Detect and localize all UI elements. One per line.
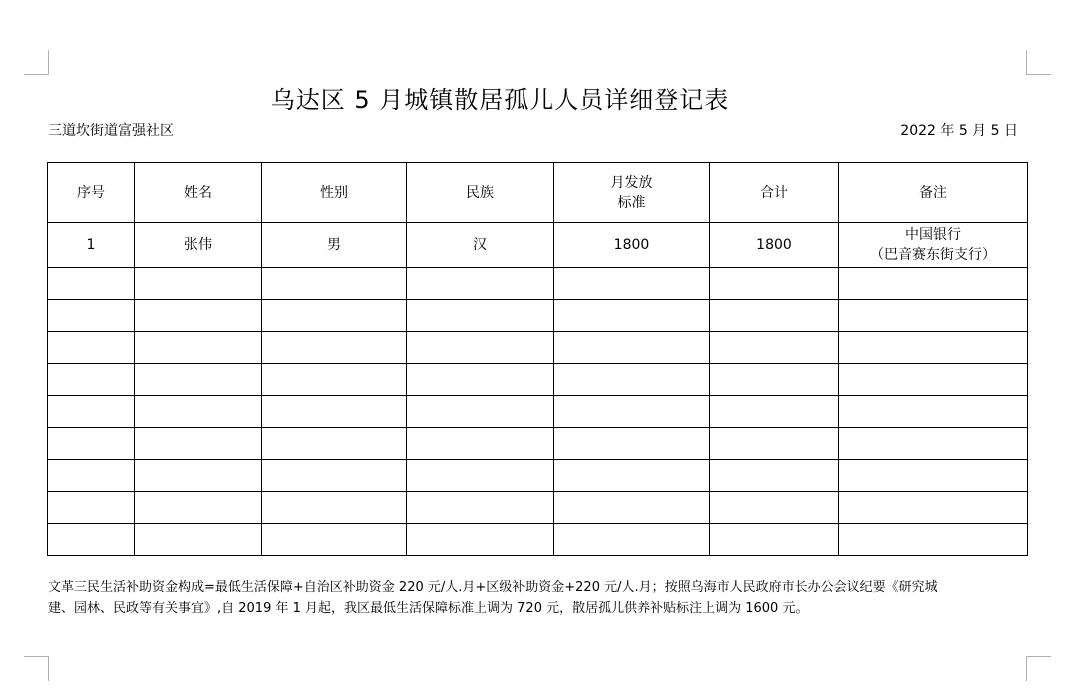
empty-cell bbox=[554, 524, 710, 556]
empty-cell bbox=[554, 428, 710, 460]
empty-table-row bbox=[48, 396, 1028, 428]
empty-cell bbox=[407, 300, 554, 332]
empty-cell bbox=[48, 428, 135, 460]
empty-cell bbox=[710, 460, 839, 492]
empty-table-row bbox=[48, 300, 1028, 332]
empty-cell bbox=[262, 492, 407, 524]
empty-cell bbox=[262, 428, 407, 460]
empty-table-row bbox=[48, 524, 1028, 556]
empty-cell bbox=[839, 428, 1028, 460]
header-gender: 性别 bbox=[262, 163, 407, 223]
table-header-row bbox=[48, 163, 1028, 223]
empty-cell bbox=[407, 492, 554, 524]
header-ethnicity: 民族 bbox=[407, 163, 554, 223]
header-monthly-standard-line1: 月发放 bbox=[610, 174, 653, 191]
empty-cell bbox=[407, 332, 554, 364]
empty-cell bbox=[135, 364, 262, 396]
footnote-line: 建、园林、民政等有关事宜》,自 2019 年 1 月起，我区最低生活保障标准上调为 720 元，散居孤儿供养补贴标注上调为 1600 元。 bbox=[48, 601, 809, 616]
cell-total: 1800 bbox=[710, 223, 839, 268]
empty-cell bbox=[839, 300, 1028, 332]
empty-table-row bbox=[48, 492, 1028, 524]
cell-remarks-line1: 中国银行 bbox=[905, 227, 961, 243]
footnote bbox=[48, 577, 1033, 619]
page-corner-mark bbox=[1026, 656, 1051, 681]
page-corner-mark bbox=[24, 656, 49, 681]
report-date: 2022 年 5 月 5 日 bbox=[900, 123, 1018, 139]
empty-cell bbox=[135, 396, 262, 428]
empty-cell bbox=[407, 268, 554, 300]
empty-table-row bbox=[48, 460, 1028, 492]
empty-cell bbox=[554, 492, 710, 524]
page-title: 乌达区 5 月城镇散居孤儿人员详细登记表 bbox=[270, 86, 730, 114]
empty-cell bbox=[48, 300, 135, 332]
empty-cell bbox=[554, 396, 710, 428]
header-monthly-standard bbox=[554, 163, 710, 223]
empty-cell bbox=[48, 364, 135, 396]
empty-cell bbox=[710, 428, 839, 460]
empty-cell bbox=[407, 524, 554, 556]
empty-cell bbox=[839, 524, 1028, 556]
cell-name: 张伟 bbox=[135, 223, 262, 268]
empty-cell bbox=[135, 268, 262, 300]
empty-cell bbox=[407, 396, 554, 428]
empty-cell bbox=[262, 460, 407, 492]
empty-cell bbox=[710, 268, 839, 300]
empty-cell bbox=[135, 460, 262, 492]
empty-cell bbox=[407, 460, 554, 492]
empty-cell bbox=[262, 300, 407, 332]
table-row bbox=[48, 223, 1028, 268]
empty-cell bbox=[135, 300, 262, 332]
empty-cell bbox=[710, 492, 839, 524]
empty-cell bbox=[554, 268, 710, 300]
header-remarks: 备注 bbox=[839, 163, 1028, 223]
cell-ethnicity: 汉 bbox=[407, 223, 554, 268]
cell-index: 1 bbox=[48, 223, 135, 268]
header-total: 合计 bbox=[710, 163, 839, 223]
empty-cell bbox=[710, 396, 839, 428]
empty-cell bbox=[554, 460, 710, 492]
empty-cell bbox=[48, 460, 135, 492]
cell-remarks-line2: （巴音赛东街支行） bbox=[870, 247, 996, 263]
empty-cell bbox=[135, 524, 262, 556]
empty-cell bbox=[262, 332, 407, 364]
empty-table-row bbox=[48, 332, 1028, 364]
empty-cell bbox=[48, 332, 135, 364]
empty-cell bbox=[262, 396, 407, 428]
empty-cell bbox=[135, 492, 262, 524]
empty-cell bbox=[48, 492, 135, 524]
empty-cell bbox=[48, 268, 135, 300]
empty-cell bbox=[48, 524, 135, 556]
empty-cell bbox=[839, 268, 1028, 300]
empty-cell bbox=[554, 300, 710, 332]
empty-cell bbox=[262, 364, 407, 396]
cell-remarks bbox=[839, 223, 1028, 268]
empty-table-row bbox=[48, 268, 1028, 300]
empty-cell bbox=[839, 492, 1028, 524]
community-name: 三道坎街道富强社区 bbox=[48, 123, 174, 139]
footnote-line: 文革三民生活补助资金构成=最低生活保障+自治区补助资金 220 元/人.月+区级补助资金+220 元/人.月；按照乌海市人民政府市长办公会议纪要《研究城 bbox=[48, 580, 938, 595]
empty-cell bbox=[262, 268, 407, 300]
empty-cell bbox=[262, 524, 407, 556]
empty-cell bbox=[839, 460, 1028, 492]
empty-cell bbox=[710, 524, 839, 556]
page-corner-mark bbox=[1026, 50, 1051, 75]
header-index: 序号 bbox=[48, 163, 135, 223]
page-corner-mark bbox=[24, 50, 49, 75]
empty-cell bbox=[135, 332, 262, 364]
empty-table-row bbox=[48, 364, 1028, 396]
header-monthly-standard-line2: 标准 bbox=[617, 194, 646, 211]
empty-cell bbox=[407, 428, 554, 460]
empty-cell bbox=[839, 332, 1028, 364]
empty-table-row bbox=[48, 428, 1028, 460]
empty-cell bbox=[710, 300, 839, 332]
empty-cell bbox=[135, 428, 262, 460]
empty-cell bbox=[554, 364, 710, 396]
empty-cell bbox=[554, 332, 710, 364]
empty-cell bbox=[710, 332, 839, 364]
cell-monthly-standard: 1800 bbox=[554, 223, 710, 268]
cell-gender: 男 bbox=[262, 223, 407, 268]
empty-cell bbox=[839, 364, 1028, 396]
registration-table bbox=[47, 162, 1028, 556]
empty-cell bbox=[407, 364, 554, 396]
empty-cell bbox=[48, 396, 135, 428]
empty-cell bbox=[710, 364, 839, 396]
empty-cell bbox=[839, 396, 1028, 428]
header-name: 姓名 bbox=[135, 163, 262, 223]
